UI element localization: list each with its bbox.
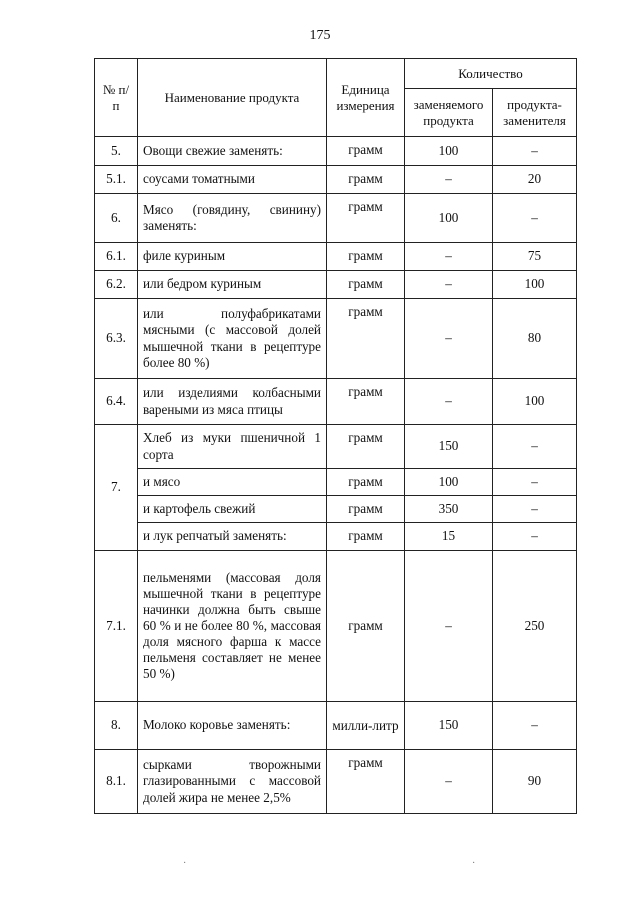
row-name: и мясо [138,469,327,496]
row-substitute: 80 [493,299,577,379]
row-name: или бедром куриным [138,271,327,299]
row-replaced: – [405,166,493,194]
row-replaced: 150 [405,702,493,750]
header-unit: Единица измерения [327,59,405,137]
row-replaced: – [405,379,493,425]
row-substitute: – [493,496,577,523]
row-name: Хлеб из муки пшеничной 1 сорта [138,425,327,469]
row-name: Мясо (говядину, свинину) заменять: [138,194,327,243]
row-substitute: 100 [493,271,577,299]
table-row [95,271,577,299]
row-num: 7. [95,425,138,551]
row-unit: грамм [327,194,405,243]
row-replaced: 350 [405,496,493,523]
row-num: 6. [95,194,138,243]
table-row [95,496,577,523]
row-name: или полуфабрикатами мясными (с массовой долей мышечной ткани в рецептуре более 80 %) [138,299,327,379]
product-substitution-table [94,58,577,814]
row-substitute: 250 [493,551,577,702]
row-num: 5.1. [95,166,138,194]
row-substitute: – [493,523,577,551]
row-replaced: 100 [405,137,493,166]
row-unit: милли-литр [327,702,405,750]
row-unit: грамм [327,551,405,702]
table-row [95,137,577,166]
row-unit: грамм [327,243,405,271]
row-num: 7.1. [95,551,138,702]
page-number: 175 [309,28,331,43]
row-substitute: – [493,425,577,469]
table-row [95,299,577,379]
row-substitute: 100 [493,379,577,425]
row-num: 8.1. [95,750,138,814]
row-unit: грамм [327,271,405,299]
row-num: 8. [95,702,138,750]
row-substitute: – [493,469,577,496]
table-row [95,750,577,814]
header-num: № п/п [95,59,138,137]
row-replaced: 100 [405,469,493,496]
row-num: 6.2. [95,271,138,299]
row-name: пельменями (массовая доля мышечной ткани в рецептуре начинки должна быть свыше 60 % и не более 80 %, массовая доля мясного фарша к массе пельменя составляет не менее 50 %) [138,551,327,702]
row-unit: грамм [327,166,405,194]
row-replaced: 150 [405,425,493,469]
row-substitute: – [493,137,577,166]
table-row [95,702,577,750]
row-substitute: 75 [493,243,577,271]
header-substitute: продукта-заменителя [493,89,577,137]
row-replaced: – [405,551,493,702]
row-unit: грамм [327,299,405,379]
row-name: филе куриным [138,243,327,271]
table-row [95,243,577,271]
row-num: 6.3. [95,299,138,379]
row-unit: грамм [327,137,405,166]
table-row [95,379,577,425]
scan-dot: · [472,858,476,869]
table-row [95,425,577,469]
row-replaced: – [405,750,493,814]
table-row [95,469,577,496]
scan-dot: · [183,858,187,869]
row-substitute: – [493,702,577,750]
row-substitute: – [493,194,577,243]
row-replaced: – [405,271,493,299]
row-unit: грамм [327,469,405,496]
row-name: или изделиями колбасными вареными из мяса птицы [138,379,327,425]
row-num: 6.4. [95,379,138,425]
row-num: 5. [95,137,138,166]
header-quantity: Количество [405,59,577,89]
row-num: 6.1. [95,243,138,271]
table-row [95,194,577,243]
row-unit: грамм [327,496,405,523]
row-replaced: 100 [405,194,493,243]
row-name: Молоко коровье заменять: [138,702,327,750]
row-replaced: – [405,243,493,271]
row-unit: грамм [327,425,405,469]
row-name: и лук репчатый заменять: [138,523,327,551]
row-name: сырками творожными глазированными с массовой долей жира не менее 2,5% [138,750,327,814]
row-substitute: 20 [493,166,577,194]
table-row [95,166,577,194]
row-name: соусами томатными [138,166,327,194]
header-replaced: заменяемого продукта [405,89,493,137]
row-name: Овощи свежие заменять: [138,137,327,166]
row-replaced: – [405,299,493,379]
row-replaced: 15 [405,523,493,551]
table-row [95,523,577,551]
row-unit: грамм [327,379,405,425]
row-substitute: 90 [493,750,577,814]
row-name: и картофель свежий [138,496,327,523]
row-unit: грамм [327,750,405,814]
row-unit: грамм [327,523,405,551]
header-name: Наименование продукта [138,59,327,137]
table-row [95,551,577,702]
